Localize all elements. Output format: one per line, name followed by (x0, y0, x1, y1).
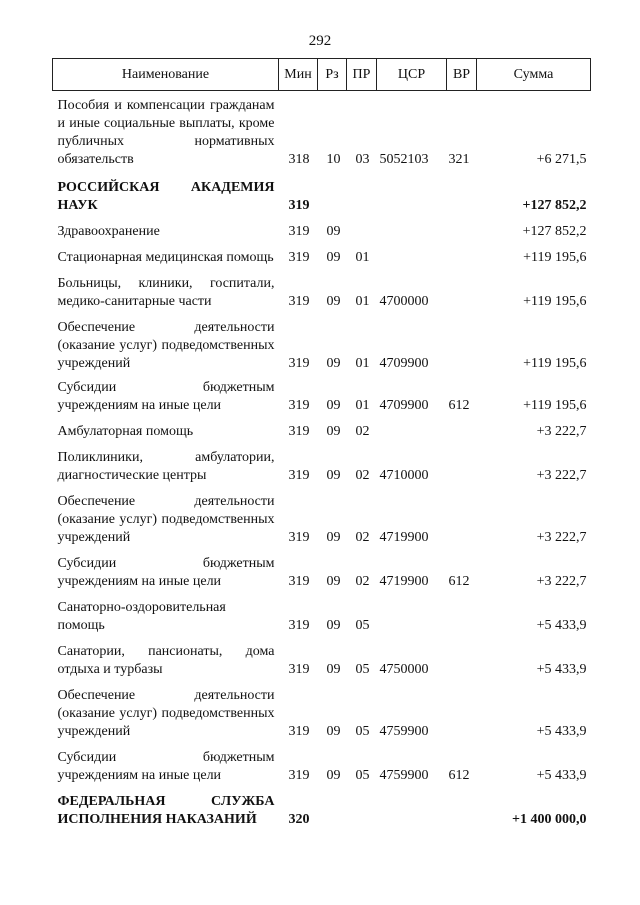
row-rz (318, 179, 347, 215)
budget-table (52, 58, 591, 829)
row-name: Амбулаторная помощь (57, 424, 194, 439)
row-name: Санаторно-оздоровительная помощь (57, 600, 226, 633)
row-rz: 09 (326, 294, 341, 309)
table-row (53, 687, 591, 741)
row-rz: 09 (326, 398, 341, 413)
row-rz: 09 (326, 618, 341, 633)
row-vr (447, 275, 477, 311)
row-min: 320 (288, 812, 310, 827)
row-vr (447, 793, 477, 829)
row-csr (377, 423, 447, 441)
row-sum: +1 400 000,0 (512, 812, 587, 827)
row-rz: 09 (326, 224, 341, 239)
row-csr: 4759900 (379, 768, 429, 783)
row-vr: 612 (448, 398, 470, 413)
row-spacer (53, 635, 591, 643)
row-min: 319 (288, 294, 310, 309)
row-csr: 4759900 (379, 724, 429, 739)
row-spacer (53, 415, 591, 423)
row-spacer (53, 547, 591, 555)
row-name: Поликлиники, амбулатории, диагностические центры (57, 450, 275, 483)
table-row (53, 179, 591, 215)
row-min: 319 (288, 198, 310, 213)
row-pr: 05 (355, 662, 370, 677)
row-pr: 05 (355, 618, 370, 633)
row-pr: 03 (355, 152, 370, 167)
table-row (53, 599, 591, 635)
row-spacer-row (53, 441, 591, 449)
row-pr: 05 (355, 724, 370, 739)
row-pr (347, 179, 377, 215)
table-row (53, 379, 591, 415)
row-vr (447, 643, 477, 679)
row-spacer-row (53, 215, 591, 223)
table-row (53, 249, 591, 267)
header-vr: ВР (447, 59, 477, 91)
row-name: Здравоохранение (57, 224, 160, 239)
row-sum: +3 222,7 (536, 424, 587, 439)
row-pr: 01 (355, 356, 370, 371)
row-csr (377, 179, 447, 215)
table-row (53, 97, 591, 169)
table-row (53, 643, 591, 679)
row-spacer (53, 441, 591, 449)
row-sum: +119 195,6 (523, 250, 587, 265)
row-rz: 09 (326, 250, 341, 265)
row-sum: +119 195,6 (523, 356, 587, 371)
row-vr (447, 599, 477, 635)
table-row (53, 319, 591, 373)
row-rz: 09 (326, 424, 341, 439)
row-spacer-row (53, 241, 591, 249)
row-name: Обеспечение деятельности (оказание услуг) подведомственных учреждений (57, 688, 275, 739)
row-pr (347, 793, 377, 829)
row-spacer-row (53, 311, 591, 319)
row-name: Субсидии бюджетным учреждениям на иные цели (57, 380, 275, 413)
row-pr: 01 (355, 398, 370, 413)
row-csr: 4709900 (379, 356, 429, 371)
row-vr (447, 493, 477, 547)
row-spacer (53, 241, 591, 249)
row-min: 319 (288, 768, 310, 783)
row-spacer-row (53, 785, 591, 793)
row-spacer (53, 741, 591, 749)
row-pr (347, 223, 377, 241)
row-sum: +119 195,6 (523, 294, 587, 309)
table-row (53, 223, 591, 241)
row-vr (447, 449, 477, 485)
row-sum: +127 852,2 (522, 224, 587, 239)
row-csr (377, 599, 447, 635)
page-number: 292 (308, 33, 332, 49)
row-min: 319 (288, 468, 310, 483)
row-vr (447, 687, 477, 741)
row-csr: 4719900 (379, 530, 429, 545)
row-rz: 09 (326, 662, 341, 677)
row-rz: 09 (326, 724, 341, 739)
row-min: 319 (288, 424, 310, 439)
row-sum: +5 433,9 (536, 724, 587, 739)
row-vr (447, 423, 477, 441)
row-csr (377, 223, 447, 241)
row-spacer-row (53, 169, 591, 179)
row-csr: 4700000 (379, 294, 429, 309)
header-csr: ЦСР (377, 59, 447, 91)
row-min: 319 (288, 398, 310, 413)
row-spacer (53, 311, 591, 319)
row-csr: 4719900 (379, 574, 429, 589)
row-name: РОССИЙСКАЯ АКАДЕМИЯ НАУК (57, 180, 275, 213)
row-csr: 4709900 (379, 398, 429, 413)
row-vr: 612 (448, 574, 470, 589)
row-pr: 05 (355, 768, 370, 783)
row-spacer-row (53, 547, 591, 555)
row-vr (447, 223, 477, 241)
row-vr (447, 319, 477, 373)
table-header-row (53, 59, 591, 91)
row-sum: +119 195,6 (523, 398, 587, 413)
row-csr (377, 249, 447, 267)
row-name: Обеспечение деятельности (оказание услуг) подведомственных учреждений (57, 494, 275, 545)
row-min: 319 (288, 356, 310, 371)
row-min: 319 (288, 250, 310, 265)
table-row (53, 275, 591, 311)
row-spacer-row (53, 635, 591, 643)
row-vr (447, 179, 477, 215)
row-spacer-row (53, 591, 591, 599)
row-min: 319 (288, 574, 310, 589)
row-rz: 09 (326, 356, 341, 371)
row-spacer-row (53, 267, 591, 275)
table-row (53, 423, 591, 441)
row-name: Обеспечение деятельности (оказание услуг) подведомственных учреждений (57, 320, 275, 371)
row-sum: +5 433,9 (536, 618, 587, 633)
row-name: Санатории, пансионаты, дома отдыха и турбазы (57, 644, 275, 677)
row-pr: 02 (355, 574, 370, 589)
row-pr: 01 (355, 250, 370, 265)
row-min: 319 (288, 618, 310, 633)
row-rz: 09 (326, 768, 341, 783)
row-csr: 4750000 (379, 662, 429, 677)
row-spacer-row (53, 485, 591, 493)
row-spacer-row (53, 741, 591, 749)
row-sum: +6 271,5 (536, 152, 587, 167)
row-rz: 09 (326, 530, 341, 545)
row-name: ФЕДЕРАЛЬНАЯ СЛУЖБА ИСПОЛНЕНИЯ НАКАЗАНИЙ (57, 794, 275, 827)
row-vr: 612 (448, 768, 470, 783)
row-spacer-row (53, 415, 591, 423)
row-spacer (53, 679, 591, 687)
row-name: Пособия и компенсации гражданам и иные социальные выплаты, кроме публичных нормативных обязательств (57, 98, 275, 167)
row-pr: 02 (355, 530, 370, 545)
table-row (53, 793, 591, 829)
row-vr: 321 (448, 152, 470, 167)
row-spacer (53, 267, 591, 275)
row-min: 318 (288, 152, 310, 167)
row-spacer (53, 785, 591, 793)
row-name: Субсидии бюджетным учреждениям на иные цели (57, 556, 275, 589)
row-rz: 09 (326, 574, 341, 589)
row-min: 319 (288, 662, 310, 677)
row-rz: 10 (326, 152, 341, 167)
row-pr: 02 (355, 424, 370, 439)
row-spacer-row (53, 679, 591, 687)
table-row (53, 749, 591, 785)
table-row (53, 449, 591, 485)
header-sum: Сумма (477, 59, 591, 91)
row-sum: +3 222,7 (536, 530, 587, 545)
row-name: Стационарная медицинская помощь (57, 250, 274, 265)
header-min: Мин (279, 59, 318, 91)
table-row (53, 555, 591, 591)
header-rz: Рз (318, 59, 347, 91)
row-min: 319 (288, 224, 310, 239)
row-sum: +5 433,9 (536, 662, 587, 677)
row-min: 319 (288, 530, 310, 545)
row-pr: 01 (355, 294, 370, 309)
row-sum: +3 222,7 (536, 574, 587, 589)
header-pr: ПР (347, 59, 377, 91)
row-spacer (53, 485, 591, 493)
row-vr (447, 249, 477, 267)
row-sum: +127 852,2 (522, 198, 587, 213)
row-sum: +3 222,7 (536, 468, 587, 483)
row-spacer (53, 215, 591, 223)
row-sum: +5 433,9 (536, 768, 587, 783)
row-name: Субсидии бюджетным учреждениям на иные цели (57, 750, 275, 783)
row-spacer (53, 169, 591, 179)
table-row (53, 493, 591, 547)
row-spacer (53, 591, 591, 599)
row-name: Больницы, клиники, госпитали, медико-санитарные части (57, 276, 275, 309)
header-name: Наименование (53, 59, 279, 91)
row-csr: 5052103 (379, 152, 429, 167)
row-rz (318, 793, 347, 829)
row-pr: 02 (355, 468, 370, 483)
row-csr (377, 793, 447, 829)
table-body (53, 91, 591, 830)
row-csr: 4710000 (379, 468, 429, 483)
row-min: 319 (288, 724, 310, 739)
row-rz: 09 (326, 468, 341, 483)
